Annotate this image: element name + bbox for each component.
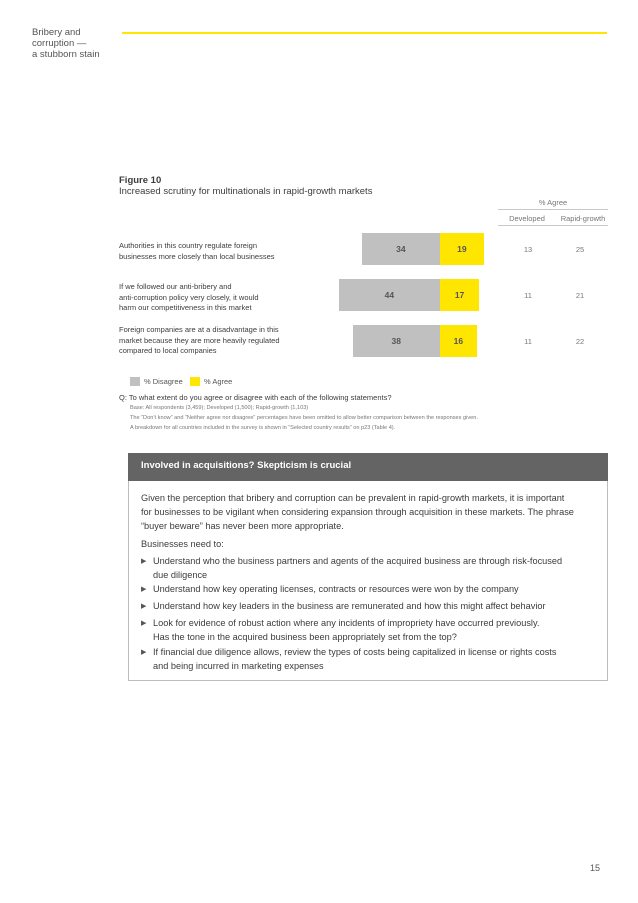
statement-line: businesses more closely than local businesses (119, 251, 275, 261)
statement-line: compared to local companies (119, 346, 217, 355)
bullet-item (153, 645, 556, 673)
bullet-item (153, 582, 519, 596)
bullet-line: Understand who the business partners and agents of the acquired business are through risk-focused (153, 556, 563, 566)
bullet-item (153, 599, 546, 613)
column-header-rapid-growth: Rapid-growth (560, 214, 606, 223)
callout-lead: Businesses need to: (141, 539, 224, 549)
bullet-arrow-icon: ▶ (141, 620, 147, 627)
bullet-arrow-icon: ▶ (141, 586, 147, 593)
section-title-line: a stubborn stain (32, 49, 100, 60)
bullet-arrow-icon: ▶ (141, 603, 147, 610)
breakdown-note: A breakdown for all countries included in the survey is shown in “Selected country results” on p23 (Table 4). (130, 425, 396, 431)
bullet-item (153, 616, 539, 644)
bullet-line: and being incurred in marketing expenses (153, 661, 324, 671)
bullet-line: Look for evidence of robust action where any incidents of impropriety have occurred previously. (153, 618, 540, 628)
legend-disagree-label: % Disagree (144, 377, 183, 386)
rapid-growth-value: 25 (575, 245, 585, 254)
statement-line: If we followed our anti-bribery and (119, 282, 232, 291)
rapid-growth-value: 21 (575, 291, 585, 300)
paragraph-line: Given the perception that bribery and corruption can be prevalent in rapid-growth markets, it is important (141, 493, 565, 503)
disagree-bar: 38 (353, 325, 440, 357)
disagree-bar: 44 (339, 279, 440, 311)
statement-label (119, 282, 319, 314)
bullet-line: Has the tone in the acquired business been appropriately set from the top? (153, 632, 457, 642)
bullet-line: Understand how key operating licenses, contracts or resources were won by the company (153, 584, 519, 594)
omission-note: The “Don’t know” and “Neither agree nor disagree” percentages have been omitted to allow better comparison between the responses given. (130, 415, 478, 421)
statement-line: harm our competitiveness in this market (119, 303, 252, 312)
paragraph-line: “buyer beware” has never been more appropriate. (141, 521, 344, 531)
statement-line: Authorities in this country regulate foreign (119, 241, 257, 250)
legend-disagree-swatch (130, 377, 140, 386)
disagree-bar: 34 (362, 233, 440, 265)
bullet-item (153, 554, 562, 582)
bullet-line: If financial due diligence allows, review the types of costs being capitalized in license or rights costs (153, 647, 557, 657)
column-header-rule (498, 225, 608, 226)
section-title (32, 27, 100, 60)
rapid-growth-value: 22 (575, 337, 585, 346)
agree-bar: 17 (440, 279, 479, 311)
agree-group-header: % Agree (538, 198, 568, 207)
page-number: 15 (590, 863, 601, 873)
bullet-line: Understand how key leaders in the business are remunerated and how this might affect behavior (153, 601, 546, 611)
column-header-rule (498, 209, 608, 210)
bullet-arrow-icon: ▶ (141, 558, 147, 565)
legend-agree-swatch (190, 377, 200, 386)
survey-question: Q: To what extent do you agree or disagree with each of the following statements? (119, 393, 392, 402)
bullet-arrow-icon: ▶ (141, 649, 147, 656)
agree-bar: 16 (440, 325, 477, 357)
statement-line: Foreign companies are at a disadvantage in this (119, 325, 279, 334)
statement-label (119, 241, 319, 262)
paragraph-line: for businesses to be vigilant when considering expansion through acquisition in these markets. The phrase (141, 507, 574, 517)
developed-value: 11 (524, 337, 532, 346)
header-accent-rule (122, 32, 607, 34)
section-title-line: corruption — (32, 38, 87, 49)
column-header-developed: Developed (509, 214, 545, 223)
agree-bar: 19 (440, 233, 484, 265)
figure-label: Figure 10 (119, 175, 162, 186)
statement-line: market because they are more heavily regulated (119, 335, 280, 345)
base-note: Base: All respondents (3,459); Developed (1,500); Rapid-growth (1,103) (130, 405, 309, 411)
legend-agree-label: % Agree (204, 377, 233, 386)
statement-line: anti-corruption policy very closely, it would (119, 292, 259, 302)
section-title-line: Bribery and (32, 27, 81, 38)
bullet-line: due diligence (153, 570, 208, 580)
callout-title: Involved in acquisitions? Skepticism is crucial (141, 460, 352, 471)
developed-value: 13 (523, 245, 533, 254)
developed-value: 11 (524, 291, 532, 300)
figure-title: Increased scrutiny for multinationals in rapid-growth markets (119, 186, 373, 197)
callout-paragraph (141, 491, 574, 533)
statement-label (119, 325, 319, 357)
